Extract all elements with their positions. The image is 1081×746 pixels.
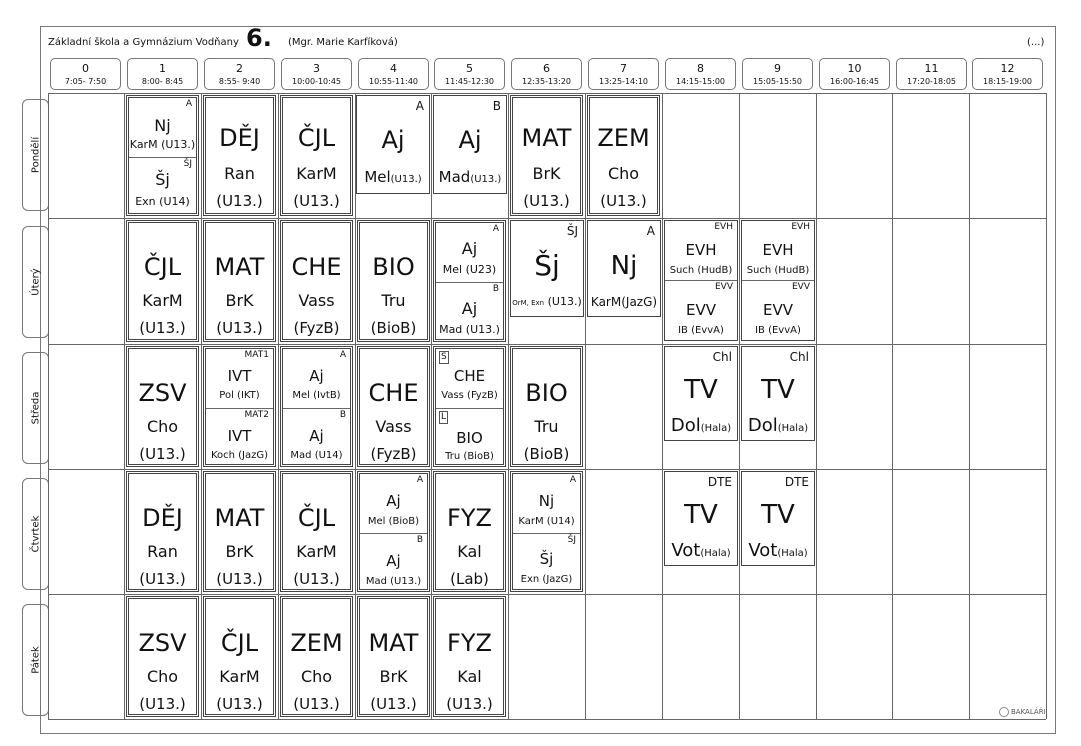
lesson-teacher: Mel (BioB) [367, 516, 420, 527]
period-time: 8:00- 8:45 [141, 77, 184, 86]
period-number: 5 [466, 62, 473, 75]
group-label: EVV [715, 282, 733, 292]
group-label: ŠJ [566, 224, 578, 238]
lesson-subject: TV [761, 375, 795, 405]
period-number: 2 [236, 62, 243, 75]
lesson-half [283, 409, 350, 464]
lesson-room: (U13.) [139, 319, 186, 337]
lesson-subject: IVT [227, 427, 252, 445]
week-box-s: S [441, 352, 447, 362]
lesson-teacher: Cho [146, 667, 179, 686]
lesson-cell[interactable] [741, 346, 815, 441]
lesson-subject: Nj [154, 116, 171, 135]
grid-line [278, 93, 279, 719]
period-header [511, 58, 582, 90]
lesson-teacher: Ran [147, 542, 178, 561]
lesson-room: (U13.) [139, 445, 186, 463]
period-header [819, 58, 890, 90]
group-label: MAT1 [244, 350, 269, 360]
lesson-teacher: KarM [296, 542, 337, 561]
lesson-room: (U13.) [523, 192, 570, 210]
lesson-subject: ČJL [297, 504, 336, 532]
lesson-room: (U13.) [216, 570, 263, 588]
lesson-cell[interactable] [433, 346, 506, 467]
lesson-subject: ČJL [297, 124, 336, 152]
lesson-subject: BIO [525, 379, 568, 407]
period-time: 12:35-13:20 [522, 77, 571, 86]
period-header [665, 58, 736, 90]
lesson-teacher: BrK [225, 542, 254, 561]
lesson-cell[interactable] [664, 471, 738, 566]
lesson-cell[interactable] [203, 346, 276, 467]
lesson-half [436, 283, 503, 339]
lesson-subject: DĚJ [142, 504, 183, 532]
lesson-cell[interactable] [126, 596, 199, 717]
lesson-cell[interactable] [126, 346, 199, 467]
lesson-teacher: Mad (U14) [290, 450, 343, 461]
lesson-room: (Hala) [700, 548, 731, 559]
day-label-thursday [22, 478, 49, 590]
lesson-room: (Hala) [777, 423, 809, 434]
lesson-teacher: Tru (BioB) [445, 451, 494, 462]
lesson-teacher: Cho [607, 164, 640, 183]
grid-line [48, 594, 1046, 595]
period-number: 3 [313, 62, 320, 75]
period-number: 0 [82, 62, 89, 75]
lesson-subject: ČJL [220, 629, 259, 657]
lesson-teacher: Cho [146, 417, 179, 436]
lesson-cell[interactable] [357, 471, 430, 592]
lesson-room: (FyzB) [370, 445, 417, 463]
day-name: Pondělí [30, 136, 41, 174]
lesson-cell[interactable] [741, 220, 815, 341]
lesson-room: (Lab) [450, 570, 489, 588]
group-label: B [339, 410, 346, 420]
lesson-teacher-room [357, 168, 429, 186]
lesson-room: (U13.) [370, 695, 417, 713]
lesson-room: (Hala) [700, 423, 732, 434]
period-time: 18:15-19:00 [983, 77, 1032, 86]
lesson-cell[interactable] [280, 471, 353, 592]
lesson-subject: Šj [539, 550, 554, 568]
lesson-half [742, 221, 814, 281]
lesson-half [283, 349, 350, 409]
grid-line [48, 469, 1046, 470]
class-teacher: (Mgr. Marie Karfíková) [288, 37, 398, 48]
group-label: A [416, 475, 423, 485]
lesson-teacher: BrK [379, 667, 408, 686]
day-name: Středa [30, 391, 41, 425]
lesson-cell[interactable] [664, 346, 738, 441]
lesson-cell[interactable] [280, 346, 353, 467]
group-label: A [492, 224, 499, 234]
lesson-room: (U13.) [446, 695, 493, 713]
grid-line [48, 344, 1046, 345]
grid-line [48, 218, 1046, 219]
grid-line [662, 93, 663, 719]
period-time: 15:05-15:50 [753, 77, 802, 86]
group-label: EVH [791, 222, 810, 232]
lesson-room: (U13.) [216, 695, 263, 713]
lesson-cell[interactable] [357, 346, 430, 467]
lesson-half [665, 281, 737, 340]
lesson-subject: Aj [461, 299, 478, 318]
lesson-room: (BioB) [523, 445, 570, 463]
lesson-cell[interactable] [510, 346, 583, 467]
lesson-teacher: Koch (JazG) [210, 450, 269, 461]
period-header [204, 58, 275, 90]
lesson-teacher: Kal [457, 667, 482, 686]
grid-line [739, 93, 740, 719]
grid-line [431, 93, 432, 719]
lesson-half [513, 474, 580, 534]
group-label: Chl [789, 350, 809, 364]
lesson-cell[interactable] [433, 596, 506, 717]
lesson-cell[interactable] [510, 471, 583, 592]
lesson-teacher: KarM [296, 164, 337, 183]
lesson-cell[interactable] [664, 220, 738, 341]
group-label: DTE [784, 475, 809, 489]
lesson-cell[interactable] [280, 220, 353, 342]
lesson-teacher: Dol [670, 415, 701, 436]
lesson-teacher: Such (HudB) [746, 265, 810, 276]
lesson-subject: ZSV [138, 629, 187, 657]
lesson-subject: Aj [309, 427, 324, 445]
lesson-teacher: KarM [219, 667, 260, 686]
gear-icon [999, 707, 1009, 717]
period-number: 6 [543, 62, 550, 75]
lesson-half [742, 281, 814, 340]
period-number: 9 [774, 62, 781, 75]
lesson-cell[interactable] [203, 471, 276, 592]
lesson-subject: BIO [456, 429, 483, 447]
period-number: 11 [924, 62, 939, 75]
period-header [742, 58, 813, 90]
lesson-teacher: KarM [142, 291, 183, 310]
lesson-cell[interactable] [280, 596, 353, 717]
period-header [50, 58, 121, 90]
period-time: 8:55- 9:40 [218, 77, 261, 86]
lesson-subject: EVH [762, 241, 794, 259]
period-header [281, 58, 352, 90]
lesson-teacher-room [742, 415, 814, 436]
lesson-cell[interactable] [741, 471, 815, 566]
period-time: 16:00-16:45 [830, 77, 879, 86]
lesson-room: (U13.) [547, 295, 582, 308]
lesson-half [360, 534, 427, 589]
lesson-subject: Šj [155, 170, 170, 189]
lesson-subject: ČJL [143, 253, 182, 281]
period-header [127, 58, 198, 90]
lesson-half [360, 474, 427, 534]
week-box-l: L [441, 412, 447, 422]
group-label: B [416, 535, 423, 545]
period-number: 10 [847, 62, 862, 75]
period-time: 14:15-15:00 [676, 77, 725, 86]
lesson-half [129, 98, 196, 158]
lesson-subject: MAT [521, 124, 572, 152]
lesson-room: (BioB) [370, 319, 417, 337]
lesson-cell[interactable] [356, 95, 430, 194]
period-time: 11:45-12:30 [445, 77, 494, 86]
lesson-subject: Aj [386, 492, 401, 510]
lesson-subject: MAT [368, 629, 419, 657]
lesson-cell[interactable] [433, 471, 506, 592]
lesson-room: (U13.) [293, 192, 340, 210]
group-label: ŠJ [183, 159, 192, 169]
lesson-cell[interactable] [203, 596, 276, 717]
grid-line [48, 93, 1046, 94]
group-label: A [646, 224, 655, 238]
lesson-half [436, 349, 503, 409]
period-header [358, 58, 429, 90]
period-number: 4 [390, 62, 397, 75]
lesson-subject: MAT [214, 253, 265, 281]
lesson-teacher: Vot [748, 540, 778, 561]
period-time: 7:05- 7:50 [64, 77, 107, 86]
school-name: Základní škola a Gymnázium Vodňany [48, 37, 239, 48]
lesson-subject: TV [684, 500, 718, 530]
lesson-room: (Hala) [777, 548, 808, 559]
lesson-teacher: Vass (FyzB) [441, 390, 498, 401]
lesson-teacher: Such (HudB) [669, 265, 733, 276]
lesson-room: (U13.) [216, 319, 263, 337]
group-label: ŠJ [567, 535, 576, 545]
lesson-cell[interactable] [510, 95, 583, 216]
lesson-teacher-room [665, 540, 737, 561]
lesson-half [206, 409, 273, 464]
lesson-teacher: Kal [457, 542, 482, 561]
lesson-cell[interactable] [357, 220, 430, 342]
lesson-teacher: KarM (U13.) [129, 138, 196, 151]
lesson-teacher: Dol [747, 415, 778, 436]
lesson-teacher: BrK [532, 164, 561, 183]
group-label: MAT2 [244, 410, 269, 420]
period-header [434, 58, 505, 90]
lesson-half [436, 409, 503, 464]
lesson-subject: EVV [686, 301, 716, 319]
group-label: A [415, 99, 424, 113]
lesson-teacher: Mad [438, 168, 471, 186]
lesson-cell[interactable] [587, 95, 660, 216]
lesson-subject: Aj [461, 239, 478, 258]
lesson-subject: Aj [381, 126, 405, 154]
lesson-cell[interactable] [126, 471, 199, 592]
lesson-subject: IVT [227, 367, 252, 385]
lesson-cell[interactable] [126, 220, 199, 342]
lesson-subject: Nj [610, 251, 638, 281]
lesson-teacher: Mel (U23) [442, 263, 497, 276]
lesson-teacher: IB (EvvA) [678, 325, 724, 336]
lesson-teacher: Mel (IvtB) [292, 390, 341, 401]
lesson-teacher: Tru [381, 291, 406, 310]
grid-line [816, 93, 817, 719]
bakalari-logo [999, 707, 1046, 717]
grid-line [508, 93, 509, 719]
lesson-half [436, 223, 503, 283]
group-label: B [492, 284, 499, 294]
lesson-subject: MAT [214, 504, 265, 532]
lesson-teacher: Vass [298, 291, 335, 310]
period-time: 17:20-18:05 [907, 77, 956, 86]
grid-line [969, 93, 970, 719]
lesson-subject: DĚJ [219, 124, 260, 152]
lesson-teacher-room [742, 540, 814, 561]
period-number: 12 [1000, 62, 1015, 75]
day-label-friday [22, 604, 49, 716]
grid-line [1046, 93, 1047, 719]
group-label: DTE [707, 475, 732, 489]
lesson-teacher: Mad (U13.) [439, 323, 500, 336]
period-header [896, 58, 967, 90]
lesson-teacher: KarM (U14) [518, 516, 575, 527]
group-label: EVH [714, 222, 733, 232]
lesson-room: (U13.) [600, 192, 647, 210]
grid-line [48, 719, 1046, 720]
lesson-teacher: Vass [375, 417, 412, 436]
lesson-teacher: KarM(JazG) [590, 295, 658, 309]
lesson-subject: TV [761, 500, 795, 530]
day-name: Čtvrtek [30, 515, 41, 553]
lesson-teacher: Ran [224, 164, 255, 183]
lesson-room: (U13.) [139, 695, 186, 713]
lesson-teacher: Mel [364, 168, 391, 186]
period-number: 7 [620, 62, 627, 75]
lesson-cell[interactable] [433, 95, 507, 194]
lesson-subject: Nj [538, 492, 555, 510]
grid-line [48, 93, 49, 719]
group-label: EVV [792, 282, 810, 292]
lesson-cell[interactable] [357, 596, 430, 717]
period-time: 10:00-10:45 [292, 77, 341, 86]
lesson-subject: Aj [309, 367, 324, 385]
group-label: B [492, 99, 501, 113]
lesson-cell[interactable] [510, 220, 584, 317]
lesson-subject: EVH [685, 241, 717, 259]
day-label-wednesday [22, 352, 49, 464]
lesson-teacher: Exn (JazG) [520, 574, 573, 585]
lesson-teacher: BrK [225, 291, 254, 310]
group-label: A [339, 350, 346, 360]
lesson-room: (U13.) [216, 192, 263, 210]
lesson-teacher: Tru [534, 417, 559, 436]
lesson-subject: EVV [763, 301, 793, 319]
lesson-teacher: Pol (IKT) [219, 390, 260, 401]
lesson-subject: ZSV [138, 379, 187, 407]
lesson-subject: CHE [291, 253, 342, 281]
grid-line [585, 93, 586, 719]
period-number: 8 [697, 62, 704, 75]
day-name: Pátek [30, 646, 41, 674]
lesson-teacher-room [511, 295, 583, 308]
lesson-subject: BIO [372, 253, 415, 281]
lesson-teacher: Exn (U14) [135, 195, 190, 208]
brand-label: BAKALÁŘI [1011, 708, 1046, 716]
grid-line [201, 93, 202, 719]
lesson-room: (U13.) [293, 695, 340, 713]
lesson-subject: TV [684, 375, 718, 405]
lesson-subject: Šj [534, 249, 560, 282]
day-label-tuesday [22, 226, 49, 338]
grid-line [892, 93, 893, 719]
lesson-cell[interactable] [203, 95, 276, 216]
lesson-half [513, 534, 580, 589]
lesson-teacher-room [665, 415, 737, 436]
lesson-cell[interactable] [433, 220, 506, 342]
lesson-cell[interactable] [280, 95, 353, 216]
lesson-teacher: Cho [300, 667, 333, 686]
lesson-subject: ZEM [290, 629, 343, 657]
period-header [972, 58, 1043, 90]
period-time: 13:25-14:10 [599, 77, 648, 86]
lesson-subject: Aj [458, 126, 482, 154]
period-time: 10:55-11:40 [369, 77, 418, 86]
lesson-subject: FYZ [447, 629, 492, 657]
group-label: Chl [712, 350, 732, 364]
period-header [588, 58, 659, 90]
lesson-cell[interactable] [203, 220, 276, 342]
lesson-teacher-room [434, 168, 506, 186]
lesson-subject: FYZ [447, 504, 492, 532]
lesson-room: (FyzB) [293, 319, 340, 337]
lesson-half [129, 158, 196, 213]
day-label-monday [22, 99, 49, 211]
grid-line [124, 93, 125, 719]
lesson-teacher: OrM, Exn [512, 299, 545, 307]
lesson-room: (U13.) [139, 570, 186, 588]
lesson-subject: CHE [453, 367, 486, 385]
lesson-cell[interactable] [126, 95, 199, 216]
day-name: Úterý [30, 268, 41, 296]
class-name: 6. [246, 24, 272, 52]
more-link[interactable]: (...) [1027, 37, 1045, 48]
lesson-teacher: IB (EvvA) [755, 325, 801, 336]
lesson-room: (U13.) [293, 570, 340, 588]
lesson-room: (U13.) [390, 174, 422, 185]
lesson-cell[interactable] [587, 220, 661, 317]
lesson-half [206, 349, 273, 409]
lesson-half [665, 221, 737, 281]
period-number: 1 [159, 62, 166, 75]
lesson-subject: CHE [368, 379, 419, 407]
group-label: A [569, 475, 576, 485]
lesson-teacher: Mad (U13.) [365, 576, 422, 587]
lesson-subject: Aj [386, 552, 401, 570]
lesson-subject: ZEM [597, 124, 650, 152]
lesson-room: (U13.) [470, 174, 502, 185]
lesson-teacher: Vot [671, 540, 701, 561]
group-label: A [185, 99, 192, 109]
